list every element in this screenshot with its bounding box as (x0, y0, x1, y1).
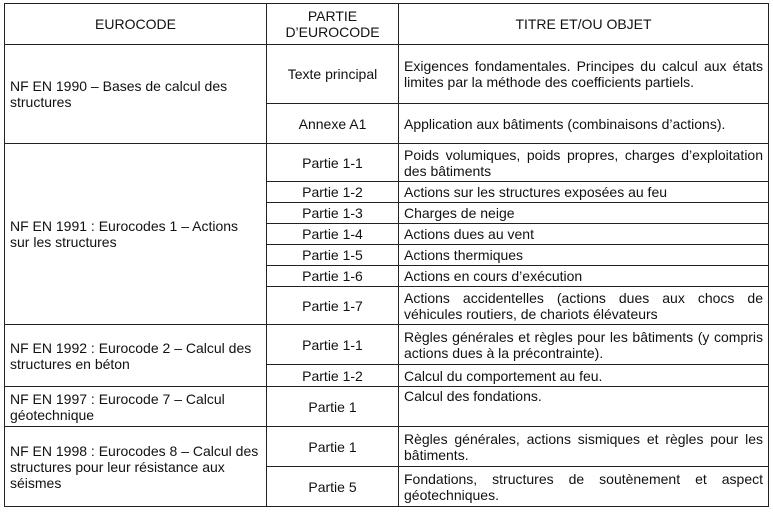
partie-cell: Partie 1-3 (267, 203, 399, 224)
titre-cell: Poids volumiques, poids propres, charges d’exploitation des bâtiments (399, 144, 769, 182)
titre-cell: Calcul des fondations. (399, 387, 769, 427)
header-partie: PARTIE D’EUROCODE (267, 4, 399, 45)
header-eurocode: EUROCODE (5, 4, 267, 45)
partie-cell: Partie 1-5 (267, 245, 399, 266)
partie-cell: Partie 1-1 (267, 325, 399, 365)
partie-cell: Texte principal (267, 45, 399, 104)
titre-cell: Exigences fondamentales. Principes du calcul aux états limites par la méthode des coefficients partiels. (399, 45, 769, 104)
table-header-row (5, 4, 769, 45)
titre-cell: Règles générales et règles pour les bâtiments (y compris actions dues à la précontrainte). (399, 325, 769, 365)
header-titre: TITRE ET/OU OBJET (399, 4, 769, 45)
table-row (5, 387, 769, 427)
eurocode-cell: NF EN 1998 : Eurocodes 8 – Calcul des structures pour leur résistance aux séismes (5, 427, 267, 507)
partie-cell: Partie 1 (267, 387, 399, 427)
eurocode-cell: NF EN 1992 : Eurocode 2 – Calcul des structures en béton (5, 325, 267, 387)
titre-cell: Calcul du comportement au feu. (399, 365, 769, 387)
eurocode-table (4, 3, 769, 507)
table-row (5, 144, 769, 182)
titre-cell: Charges de neige (399, 203, 769, 224)
partie-cell: Annexe A1 (267, 104, 399, 144)
table-row (5, 325, 769, 365)
partie-cell: Partie 1-1 (267, 144, 399, 182)
eurocode-cell: NF EN 1997 : Eurocode 7 – Calcul géotechnique (5, 387, 267, 427)
partie-cell: Partie 1 (267, 427, 399, 467)
titre-cell: Application aux bâtiments (combinaisons d’actions). (399, 104, 769, 144)
partie-cell: Partie 1-7 (267, 287, 399, 325)
partie-cell: Partie 1-2 (267, 182, 399, 203)
eurocode-cell: NF EN 1991 : Eurocodes 1 – Actions sur les structures (5, 144, 267, 325)
table-row (5, 427, 769, 467)
titre-cell: Actions dues au vent (399, 224, 769, 245)
titre-cell: Actions en cours d’exécution (399, 266, 769, 287)
partie-cell: Partie 1-4 (267, 224, 399, 245)
titre-cell: Actions sur les structures exposées au feu (399, 182, 769, 203)
eurocode-cell: NF EN 1990 – Bases de calcul des structures (5, 45, 267, 144)
partie-cell: Partie 5 (267, 467, 399, 507)
titre-cell: Actions accidentelles (actions dues aux chocs de véhicules routiers, de chariots élévateurs (399, 287, 769, 325)
partie-cell: Partie 1-2 (267, 365, 399, 387)
titre-cell: Fondations, structures de soutènement et aspect géotechniques. (399, 467, 769, 507)
table-row (5, 45, 769, 104)
partie-cell: Partie 1-6 (267, 266, 399, 287)
titre-cell: Actions thermiques (399, 245, 769, 266)
titre-cell: Règles générales, actions sismiques et règles pour les bâtiments. (399, 427, 769, 467)
